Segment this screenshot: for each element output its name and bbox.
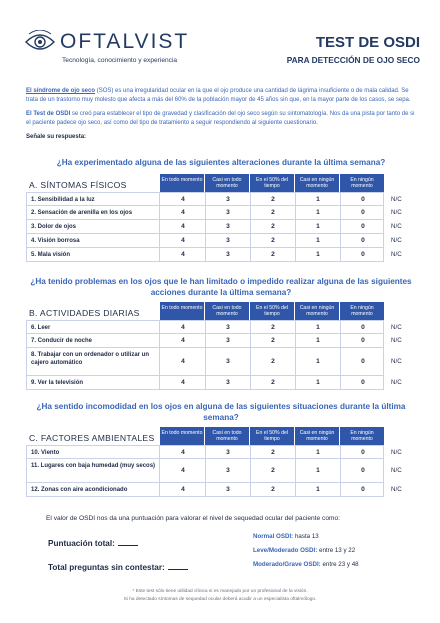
brand-tagline: Tecnología, conocimiento y experiencia xyxy=(62,57,178,64)
row-label: 12. Zonas con aire acondicionado xyxy=(31,487,128,493)
score-option[interactable]: 1 xyxy=(316,223,320,230)
no-answer-option[interactable]: N/C xyxy=(391,486,402,493)
level-name: Leve/Moderado OSDI: xyxy=(253,547,318,554)
no-answer-option[interactable]: N/C xyxy=(391,324,402,331)
table-row xyxy=(26,320,402,334)
no-answer-option[interactable]: N/C xyxy=(391,237,402,244)
page-title: TEST DE OSDI xyxy=(315,34,420,51)
score-option[interactable]: 4 xyxy=(181,196,185,203)
column-header: En todo momento xyxy=(160,427,204,445)
cell-divider xyxy=(159,193,160,205)
section-table xyxy=(26,427,416,497)
section-table xyxy=(26,174,416,262)
score-option[interactable]: 3 xyxy=(226,467,230,474)
column-header: Casi en ningún momento xyxy=(295,427,339,445)
column-header: En ningún momento xyxy=(340,174,384,192)
level-range: hasta 13 xyxy=(294,533,319,540)
column-header: En el 50% del tiempo xyxy=(250,302,294,320)
column-header: En todo momento xyxy=(160,174,204,192)
no-answer-option[interactable]: N/C xyxy=(391,467,402,474)
score-option[interactable]: 2 xyxy=(271,209,275,216)
cell-divider xyxy=(159,459,160,482)
table-row xyxy=(26,192,402,206)
intro-term-2: El Test de OSDI xyxy=(26,110,71,117)
section-question: ¿Ha experimentado alguna de las siguientes alteraciones durante la última semana? xyxy=(56,158,386,167)
score-option[interactable]: 1 xyxy=(316,324,320,331)
section-table xyxy=(26,302,416,390)
score-option[interactable]: 0 xyxy=(361,358,365,365)
score-option[interactable]: 3 xyxy=(226,449,230,456)
score-option[interactable]: 4 xyxy=(181,209,185,216)
score-option[interactable]: 3 xyxy=(226,209,230,216)
no-answer-option[interactable]: N/C xyxy=(391,449,402,456)
score-option[interactable]: 2 xyxy=(271,467,275,474)
score-option[interactable]: 2 xyxy=(271,449,275,456)
column-header: Casi en ningún momento xyxy=(295,174,339,192)
score-option[interactable]: 3 xyxy=(226,196,230,203)
score-option[interactable]: 3 xyxy=(226,337,230,344)
no-answer-option[interactable]: N/C xyxy=(391,223,402,230)
row-label: 7. Conducir de noche xyxy=(31,338,93,344)
score-option[interactable]: 2 xyxy=(271,324,275,331)
column-header: En todo momento xyxy=(160,302,204,320)
scoring-note: El valor de OSDI nos da una puntuación para valorar el nivel de sequedad ocular del paciente como: xyxy=(46,515,340,522)
no-answer-option[interactable]: N/C xyxy=(391,379,402,386)
cell-divider xyxy=(159,248,160,261)
score-option[interactable]: 0 xyxy=(361,486,365,493)
score-option[interactable]: 4 xyxy=(181,358,185,365)
brand-name: OFTALVIST xyxy=(60,30,190,53)
table-row xyxy=(26,206,402,220)
score-option[interactable]: 2 xyxy=(271,223,275,230)
score-option[interactable]: 1 xyxy=(316,449,320,456)
column-header: En ningún momento xyxy=(340,302,384,320)
unanswered-label: Total preguntas sin contestar: xyxy=(48,563,165,572)
score-option[interactable]: 0 xyxy=(361,251,365,258)
score-option[interactable]: 4 xyxy=(181,337,185,344)
no-answer-option[interactable]: N/C xyxy=(391,196,402,203)
column-header: En el 50% del tiempo xyxy=(250,427,294,445)
score-option[interactable]: 3 xyxy=(226,223,230,230)
section-question: ¿Ha tenido problemas en los ojos que le han limitado o impedido realizar alguna de las siguientes acciones durante la última semana? xyxy=(30,277,412,297)
cell-divider xyxy=(159,446,160,458)
unanswered-blank[interactable] xyxy=(168,569,188,570)
cell-divider xyxy=(159,376,160,389)
score-option[interactable]: 1 xyxy=(316,486,320,493)
intro-term-1: El síndrome de ojo seco xyxy=(26,88,96,94)
level-range: entre 13 y 22 xyxy=(319,547,356,554)
section-header xyxy=(26,302,416,320)
footer-note-2: Si ha detectado síntomas de sequedad ocular deberá acudir a un especialista oftalmólogo. xyxy=(123,597,317,602)
section-title: A. SÍNTOMAS FÍSICOS xyxy=(29,180,127,190)
table-row xyxy=(26,248,402,262)
row-label: 3. Dolor de ojos xyxy=(31,224,77,230)
score-option[interactable]: 2 xyxy=(271,237,275,244)
column-header: Casi en todo momento xyxy=(205,427,249,445)
score-option[interactable]: 4 xyxy=(181,237,185,244)
header xyxy=(24,22,420,72)
score-option[interactable]: 2 xyxy=(271,486,275,493)
row-label: 10. Viento xyxy=(31,450,60,456)
level-mild xyxy=(253,547,355,554)
column-header: En ningún momento xyxy=(340,427,384,445)
section-question: ¿Ha sentido incomodidad en los ojos en alguna de las siguientes situaciones durante la última semana? xyxy=(36,402,406,422)
score-option[interactable]: 3 xyxy=(226,237,230,244)
cell-divider xyxy=(159,334,160,347)
no-answer-option[interactable]: N/C xyxy=(391,358,402,365)
score-option[interactable]: 1 xyxy=(316,237,320,244)
table-row xyxy=(26,220,402,234)
row-label: 11. Lugares con baja humedad (muy secos) xyxy=(31,463,156,469)
page-subtitle: PARA DETECCIÓN DE OJO SECO xyxy=(286,55,420,65)
score-option[interactable]: 3 xyxy=(226,379,230,386)
total-score-label: Puntuación total: xyxy=(48,539,115,548)
score-option[interactable]: 4 xyxy=(181,251,185,258)
score-option[interactable]: 1 xyxy=(316,251,320,258)
score-option[interactable]: 3 xyxy=(226,358,230,365)
score-option[interactable]: 2 xyxy=(271,251,275,258)
score-option[interactable]: 4 xyxy=(181,223,185,230)
score-option[interactable]: 4 xyxy=(181,486,185,493)
no-answer-option[interactable]: N/C xyxy=(391,337,402,344)
score-option[interactable]: 0 xyxy=(361,467,365,474)
cell-divider xyxy=(159,348,160,375)
score-option[interactable]: 2 xyxy=(271,358,275,365)
score-option[interactable]: 0 xyxy=(361,449,365,456)
score-option[interactable]: 1 xyxy=(316,358,320,365)
unanswered-count xyxy=(48,563,188,572)
score-option[interactable]: 4 xyxy=(181,449,185,456)
score-option[interactable]: 1 xyxy=(316,467,320,474)
score-option[interactable]: 0 xyxy=(361,324,365,331)
row-label: 5. Mala visión xyxy=(31,252,71,258)
row-label: 8. Trabajar con un ordenador o utilizar un cajero automático xyxy=(31,352,150,366)
row-label: 1. Sensibilidad a la luz xyxy=(31,197,95,203)
cell-divider xyxy=(159,206,160,219)
row-label: 9. Ver la televisión xyxy=(31,380,84,386)
score-option[interactable]: 0 xyxy=(361,237,365,244)
column-header: Casi en ningún momento xyxy=(295,302,339,320)
intro-paragraph-1: (SOS) es una irregularidad ocular en la que el ojo produce una cantidad de lágrima insuficiente o de mala calidad. Se trata de un trastorno muy molesto que afecta a más del 60% de la población mayor de 45 años sin que, en la mayor parte de los casos, se sepa. xyxy=(26,88,411,104)
table-row xyxy=(26,376,402,390)
level-severe xyxy=(253,561,359,568)
cell-divider xyxy=(159,234,160,247)
score-option[interactable]: 0 xyxy=(361,379,365,386)
level-name: Moderado/Grave OSDI: xyxy=(253,561,321,568)
column-header: En el 50% del tiempo xyxy=(250,174,294,192)
table-row xyxy=(26,348,402,376)
section-header xyxy=(26,174,416,192)
row-label: 2. Sensación de arenilla en los ojos xyxy=(31,210,133,216)
level-normal xyxy=(253,533,319,540)
instruction-label: Señale su respuesta: xyxy=(26,133,87,140)
table-row xyxy=(26,445,402,459)
score-option[interactable]: 2 xyxy=(271,379,275,386)
score-option[interactable]: 0 xyxy=(361,196,365,203)
total-score-blank[interactable] xyxy=(118,545,138,546)
no-answer-option[interactable]: N/C xyxy=(391,209,402,216)
score-option[interactable]: 0 xyxy=(361,337,365,344)
section-header xyxy=(26,427,416,445)
score-option[interactable]: 1 xyxy=(316,337,320,344)
table-row xyxy=(26,334,402,348)
table-row xyxy=(26,483,402,497)
score-option[interactable]: 2 xyxy=(271,337,275,344)
intro-paragraph-2: se creó para establecer el tipo de gravedad y clasificación del ojo seco según su sintomatología. Nos da una pista por tanto de si el paciente padece ojo seco, así como del tipo de tratamiento a seguir respondiendo al siguiente cuestionario. xyxy=(26,110,415,127)
score-option[interactable]: 4 xyxy=(181,324,185,331)
score-option[interactable]: 1 xyxy=(316,196,320,203)
column-header: Casi en todo momento xyxy=(205,302,249,320)
score-option[interactable]: 3 xyxy=(226,251,230,258)
cell-divider xyxy=(159,220,160,233)
score-option[interactable]: 1 xyxy=(316,209,320,216)
cell-divider xyxy=(159,483,160,496)
total-score xyxy=(48,539,138,548)
section-title: C. FACTORES AMBIENTALES xyxy=(29,433,155,443)
score-option[interactable]: 0 xyxy=(361,223,365,230)
eye-logo-icon xyxy=(24,30,56,54)
column-header: Casi en todo momento xyxy=(205,174,249,192)
intro-text xyxy=(26,87,418,147)
score-option[interactable]: 3 xyxy=(226,324,230,331)
cell-divider xyxy=(159,321,160,333)
section-title: B. ACTIVIDADES DIARIAS xyxy=(29,308,140,318)
score-option[interactable]: 4 xyxy=(181,467,185,474)
no-answer-option[interactable]: N/C xyxy=(391,251,402,258)
table-row xyxy=(26,459,402,483)
table-row xyxy=(26,234,402,248)
score-option[interactable]: 2 xyxy=(271,196,275,203)
score-option[interactable]: 0 xyxy=(361,209,365,216)
level-name: Normal OSDI: xyxy=(253,533,294,540)
score-option[interactable]: 4 xyxy=(181,379,185,386)
score-option[interactable]: 3 xyxy=(226,486,230,493)
score-option[interactable]: 1 xyxy=(316,379,320,386)
row-label: 6. Leer xyxy=(31,325,51,331)
level-range: entre 23 y 48 xyxy=(322,561,359,568)
row-label: 4. Visión borrosa xyxy=(31,238,80,244)
footer-note-1: * Este test sólo tiene utilidad clínica si es manejado por un profesional de la visión. xyxy=(132,589,308,594)
